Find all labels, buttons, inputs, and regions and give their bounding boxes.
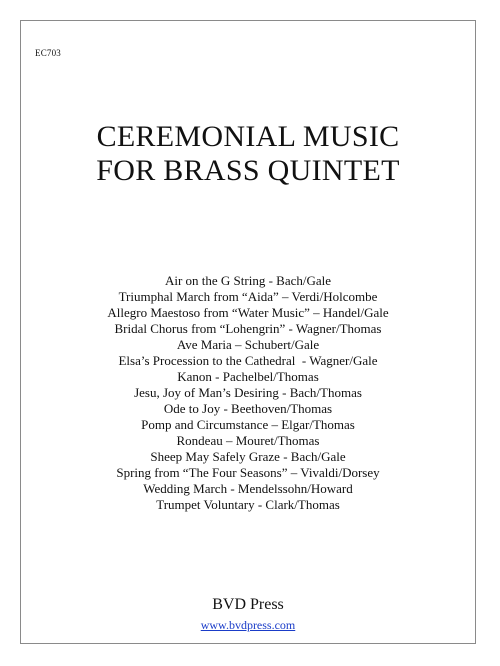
list-item: Jesu, Joy of Man’s Desiring - Bach/Thomas <box>134 385 362 400</box>
list-item: Wedding March - Mendelssohn/Howard <box>143 481 353 496</box>
list-item: Elsa’s Procession to the Cathedral - Wagner/Gale <box>118 353 378 368</box>
list-item: Allegro Maestoso from “Water Music” – Handel/Gale <box>107 305 389 320</box>
list-item: Spring from “The Four Seasons” – Vivaldi/Dorsey <box>116 465 380 480</box>
list-item: Air on the G String - Bach/Gale <box>164 273 332 288</box>
list-item: Pomp and Circumstance – Elgar/Thomas <box>141 417 355 432</box>
title-line-2: FOR BRASS QUINTET <box>96 154 400 187</box>
catalog-code: EC703 <box>35 48 62 58</box>
list-item: Ode to Joy - Beethoven/Thomas <box>163 401 333 416</box>
page-title <box>20 120 476 188</box>
publisher-link[interactable]: www.bvdpress.com <box>200 618 296 632</box>
publisher-name: BVD Press <box>212 596 284 613</box>
list-item: Trumpet Voluntary - Clark/Thomas <box>156 497 340 512</box>
list-item: Ave Maria – Schubert/Gale <box>176 337 320 352</box>
list-item: Sheep May Safely Graze - Bach/Gale <box>150 449 346 464</box>
list-item: Bridal Chorus from “Lohengrin” - Wagner/Thomas <box>114 321 382 336</box>
list-item: Rondeau – Mouret/Thomas <box>176 433 320 448</box>
contents-list <box>20 273 476 513</box>
list-item: Kanon - Pachelbel/Thomas <box>177 369 319 384</box>
publisher-url-container <box>20 618 476 632</box>
list-item: Triumphal March from “Aida” – Verdi/Holcombe <box>118 289 378 304</box>
title-line-1: CEREMONIAL MUSIC <box>96 120 400 153</box>
